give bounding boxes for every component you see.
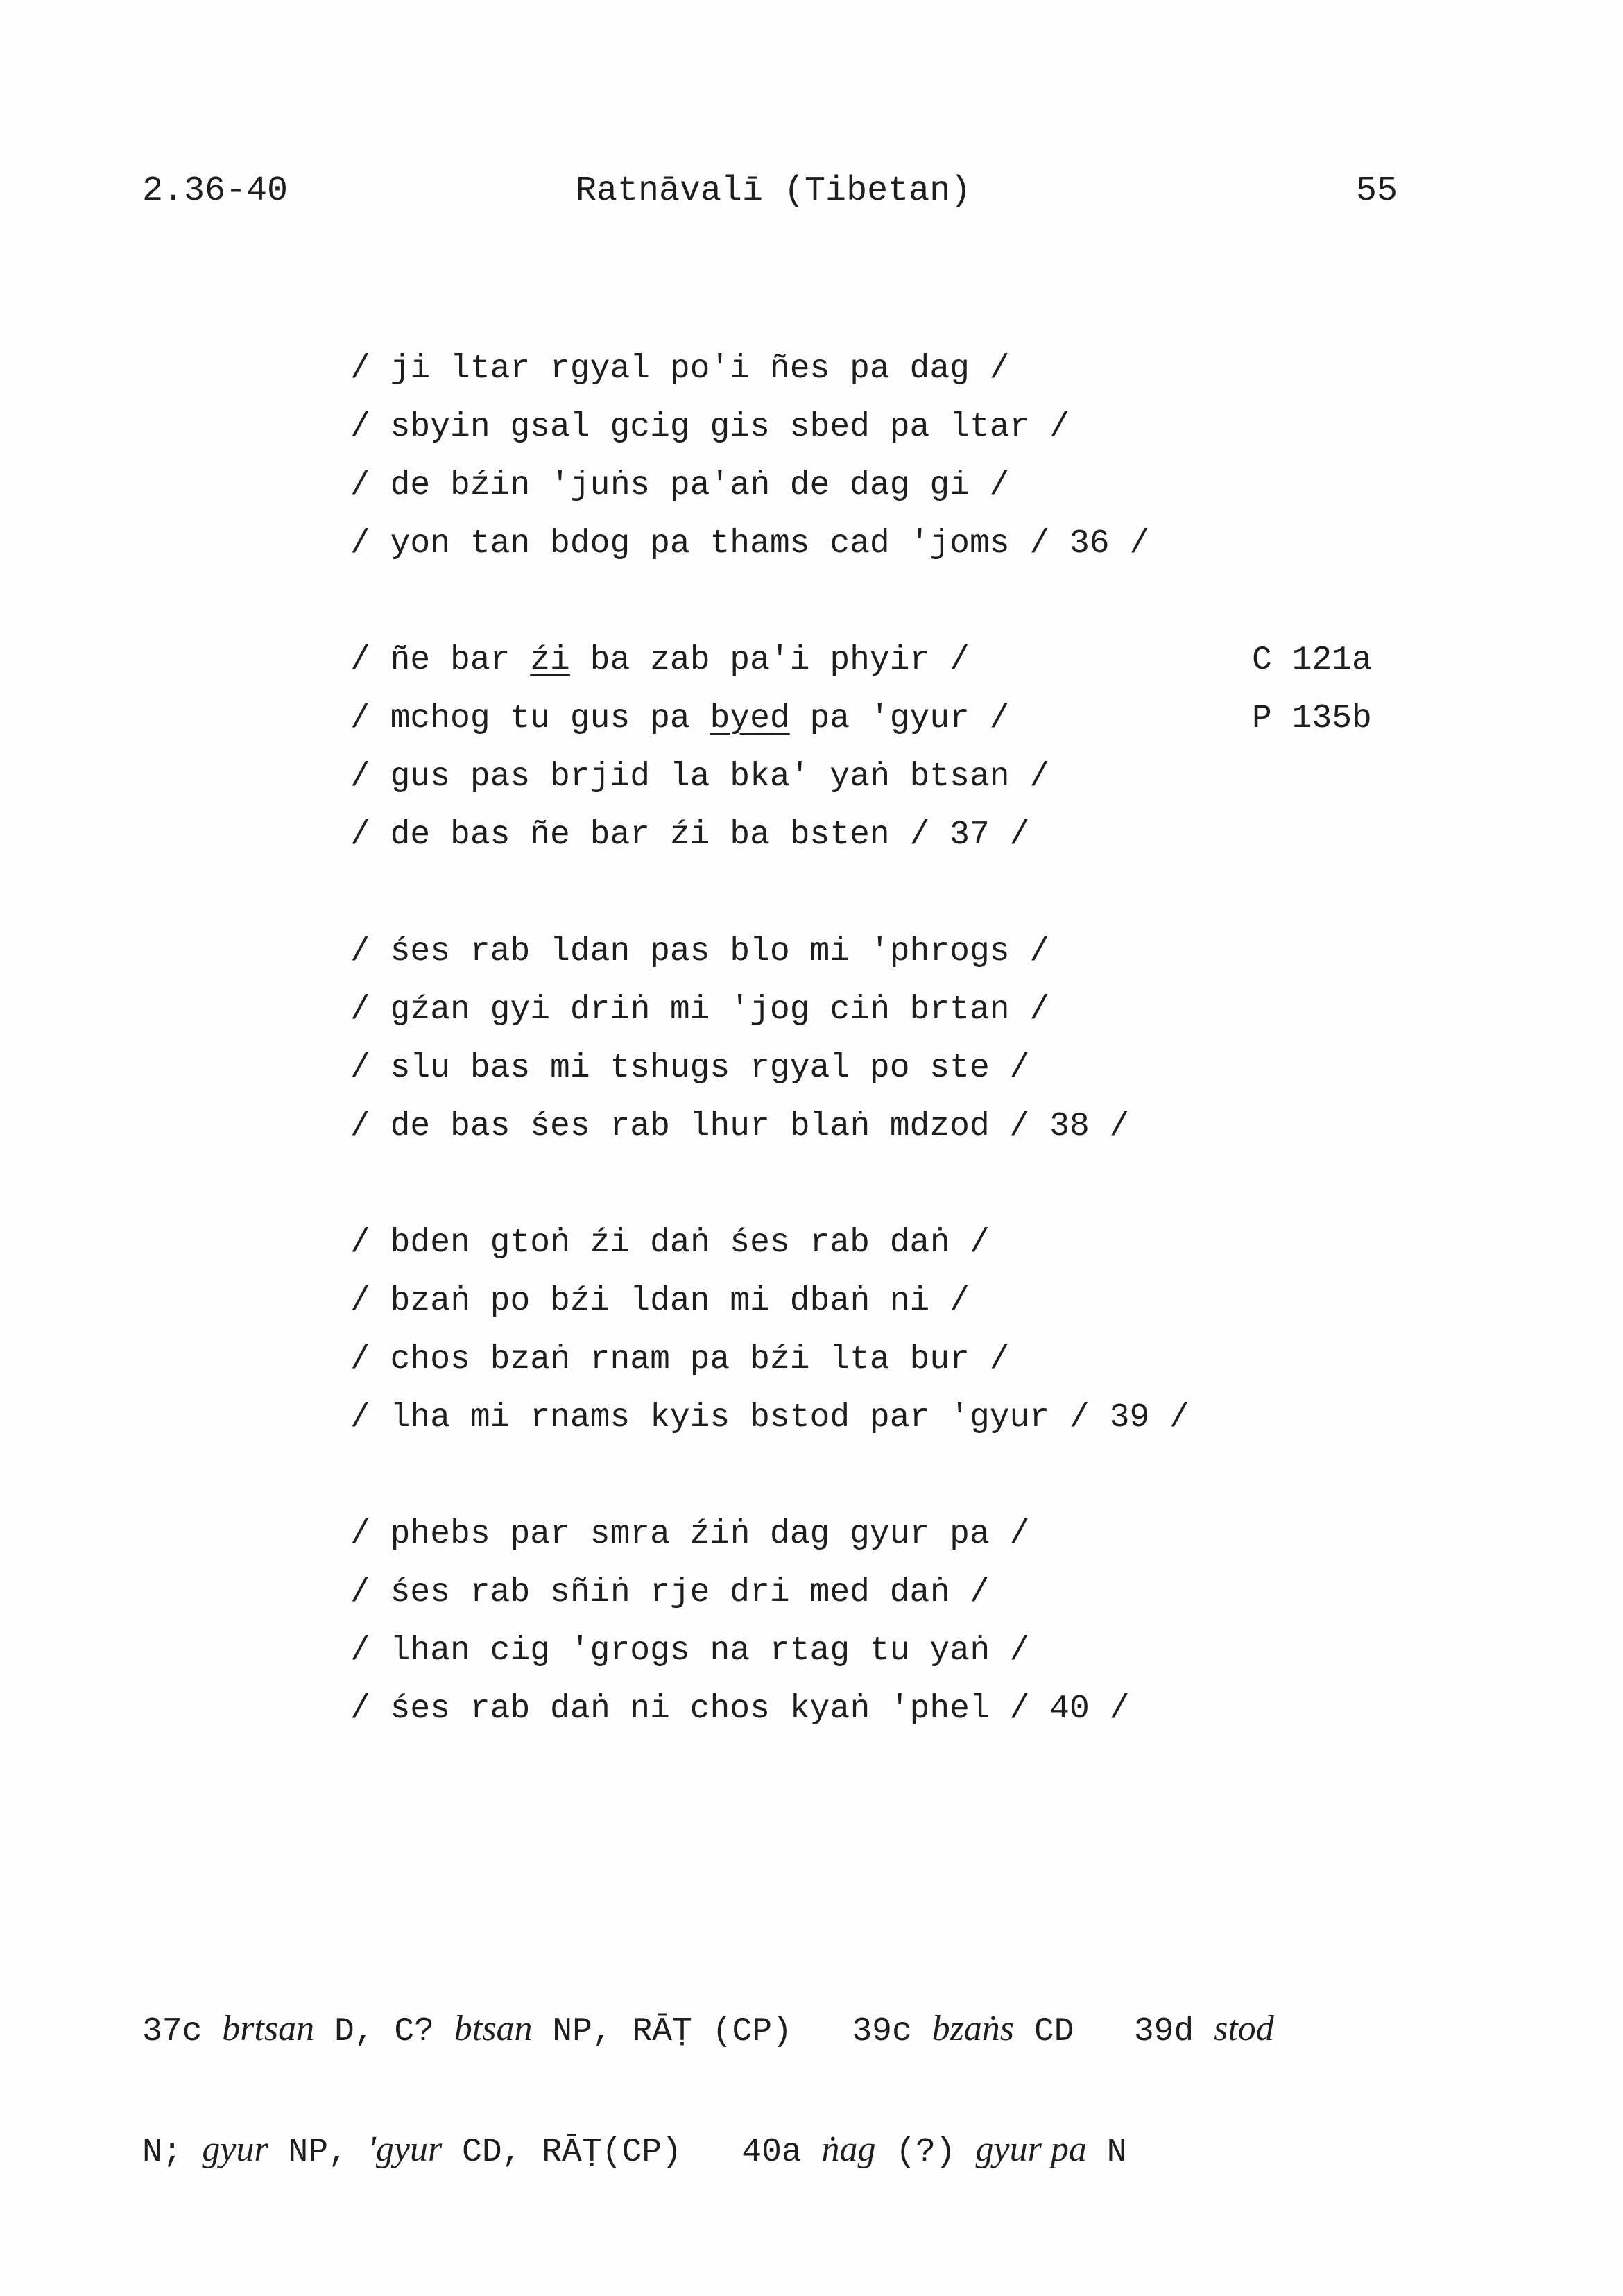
variant-reading: brtsan xyxy=(222,2009,315,2048)
footnote-text: CD, RĀṬ(CP) 40a xyxy=(442,2134,822,2171)
footnote-text: N; xyxy=(142,2134,203,2171)
folio-ref-c: C 121a xyxy=(1252,642,1372,679)
variant-reading: gyur pa xyxy=(975,2130,1087,2169)
underlined-word: źi xyxy=(530,642,570,679)
verse-line: / bden gtoṅ źi daṅ śes rab daṅ / xyxy=(350,1224,990,1262)
stanza xyxy=(350,340,1391,573)
verse-line: / slu bas mi tshugs rgyal po ste / xyxy=(350,1050,1030,1087)
footnote-text: NP, RĀṬ (CP) 39c xyxy=(532,2013,932,2050)
verse-line: / ji ltar rgyal po'i ñes pa dag / xyxy=(350,350,1010,388)
footnotes xyxy=(142,1928,1425,2210)
verse-line: / śes rab daṅ ni chos kyaṅ 'phel / 40 / xyxy=(350,1690,1130,1728)
verse-segment: ba zab pa'i phyir / xyxy=(569,642,970,679)
page-number: 55 xyxy=(1356,171,1398,211)
verse-line: / lha mi rnams kyis bstod par 'gyur / 39 / xyxy=(350,1399,1190,1437)
verse-line xyxy=(350,689,1391,748)
verse-line: / sbyin gsal gcig gis sbed pa ltar / xyxy=(350,409,1070,446)
variant-reading: bzaṅs xyxy=(931,2009,1015,2048)
verse-line: / lhan cig 'grogs na rtag tu yaṅ / xyxy=(350,1632,1030,1670)
verse-line: / de bźin 'juṅs pa'aṅ de dag gi / xyxy=(350,467,1010,504)
verse-segment: pa 'gyur / xyxy=(789,700,1010,737)
variant-reading: 'gyur xyxy=(368,2130,443,2169)
page-header xyxy=(0,164,1623,219)
verse-segment: / mchog tu gus pa xyxy=(350,700,710,737)
variant-reading: gyur xyxy=(202,2130,268,2169)
section-range: 2.36-40 xyxy=(142,171,289,211)
stanza xyxy=(350,1214,1391,1447)
verse-line: / de bas śes rab lhur blaṅ mdzod / 38 / xyxy=(350,1108,1130,1145)
variant-reading: stod xyxy=(1214,2009,1274,2048)
variant-reading: btsan xyxy=(454,2009,533,2048)
stanza xyxy=(350,923,1391,1156)
verse-segment: / ñe bar xyxy=(350,642,531,679)
variant-reading: ṅag xyxy=(821,2130,876,2169)
footnote-text: 37c xyxy=(142,2013,223,2050)
footnote-line-1 xyxy=(142,2009,1425,2049)
verse-line: / gźan gyi driṅ mi 'jog ciṅ brtan / xyxy=(350,991,1050,1029)
verse-line: / chos bzaṅ rnam pa bźi lta bur / xyxy=(350,1341,1010,1378)
verse-line: / phebs par smra źiṅ dag gyur pa / xyxy=(350,1516,1030,1553)
verse-line xyxy=(350,631,1391,689)
verse-block xyxy=(350,340,1391,1797)
stanza xyxy=(350,631,1391,864)
footnote-text: D, C? xyxy=(314,2013,454,2050)
running-title: Ratnāvalī (Tibetan) xyxy=(576,171,972,211)
verse-line: / śes rab ldan pas blo mi 'phrogs / xyxy=(350,933,1050,970)
footnote-text: CD 39d xyxy=(1014,2013,1214,2050)
footnote-text: (?) xyxy=(875,2134,976,2171)
verse-line: / yon tan bdog pa thams cad 'joms / 36 / xyxy=(350,525,1150,563)
verse-line: / de bas ñe bar źi ba bsten / 37 / xyxy=(350,816,1030,854)
footnote-text: N xyxy=(1086,2134,1127,2171)
folio-ref-p: P 135b xyxy=(1252,700,1372,737)
stanza xyxy=(350,1505,1391,1738)
footnote-text: NP, xyxy=(268,2134,368,2171)
underlined-word: byed xyxy=(710,700,790,737)
verse-line: / gus pas brjid la bka' yaṅ btsan / xyxy=(350,758,1050,796)
verse-line: / śes rab sñiṅ rje dri med daṅ / xyxy=(350,1574,990,1611)
footnote-line-2 xyxy=(142,2130,1425,2170)
verse-line: / bzaṅ po bźi ldan mi dbaṅ ni / xyxy=(350,1283,970,1320)
